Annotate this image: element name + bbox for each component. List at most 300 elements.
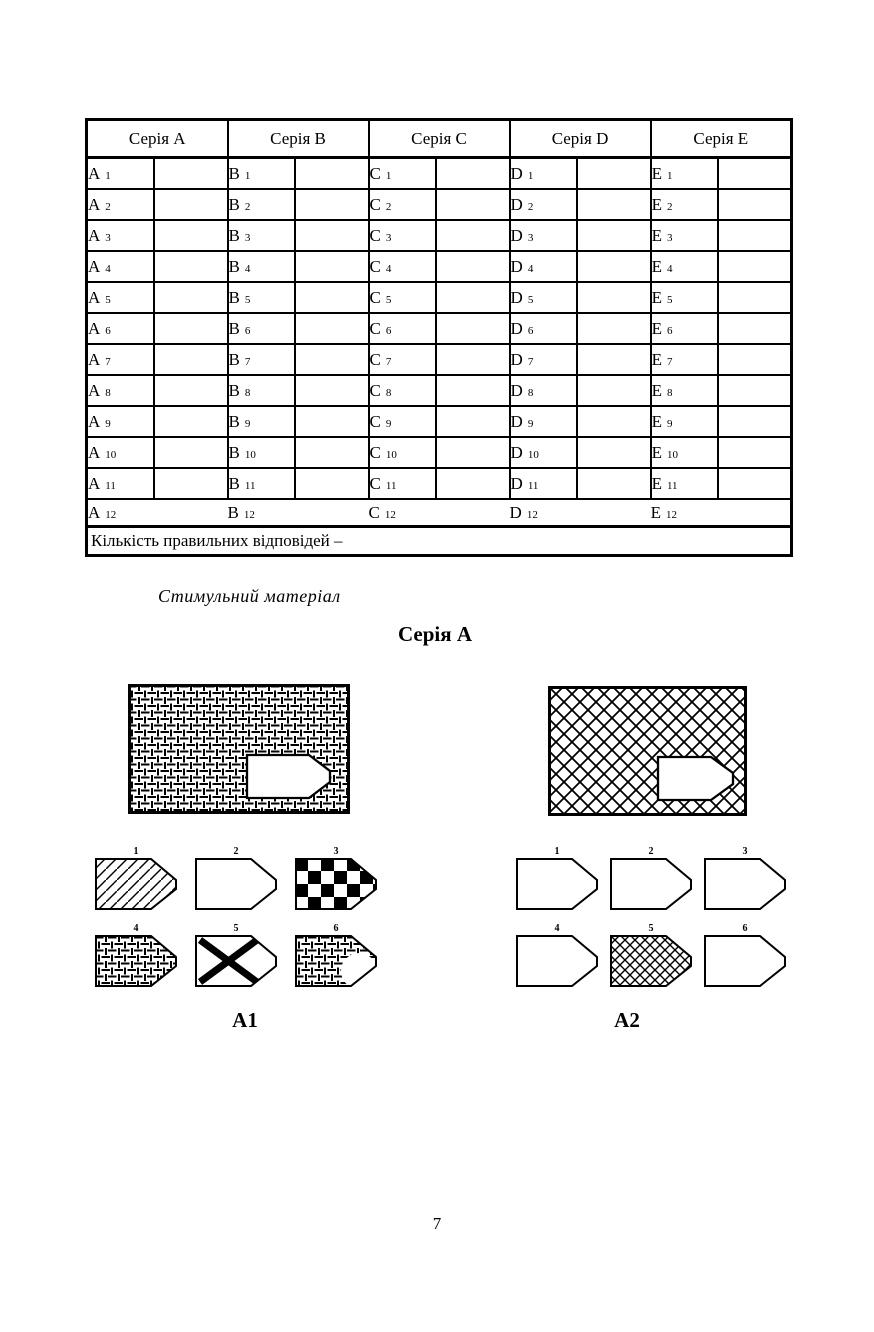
correct-answers-count-label: Кількість правильних відповідей – — [87, 527, 792, 556]
item-number: 4 — [666, 262, 673, 275]
table-row-8 — [87, 375, 792, 406]
item-number: 9 — [385, 417, 392, 430]
table-row-2 — [87, 189, 792, 220]
cell-answer-B10 — [295, 437, 369, 468]
series-letter: A — [88, 318, 101, 338]
series-a-header: Серія A — [87, 120, 228, 158]
item-number: 1 — [385, 169, 392, 182]
item-number: 7 — [527, 355, 534, 368]
item-number: 2 — [527, 200, 534, 213]
cell-label-A7 — [87, 344, 154, 375]
option-number: 1 — [554, 846, 560, 857]
cell-label-A11 — [87, 468, 154, 499]
cell-answer-A1 — [154, 158, 228, 190]
cell-answer-B5 — [295, 282, 369, 313]
series-letter: E — [651, 349, 662, 369]
cell-label-C11 — [369, 468, 436, 499]
cell-answer-D6 — [577, 313, 651, 344]
series-letter: E — [651, 318, 662, 338]
option-cell-А1-3 — [295, 845, 377, 910]
cell-answer-E1 — [718, 158, 792, 190]
table-row-1 — [87, 158, 792, 190]
table-row-12 — [87, 499, 792, 527]
item-number: 9 — [244, 417, 251, 430]
cell-answer-C5 — [436, 282, 510, 313]
cell-answer-A6 — [154, 313, 228, 344]
cell-label-B3 — [228, 220, 295, 251]
cell-answer-C4 — [436, 251, 510, 282]
cell-label-B1 — [228, 158, 295, 190]
option-number: 4 — [554, 923, 560, 934]
item-number: 8 — [244, 386, 251, 399]
item-label-a1: А1 — [232, 1008, 258, 1032]
cell-label-A5 — [87, 282, 154, 313]
item-number: 2 — [105, 200, 111, 213]
series-letter: A — [88, 411, 101, 431]
item-number: 8 — [527, 386, 534, 399]
cell-answer-E10 — [718, 437, 792, 468]
cell-label-B5 — [228, 282, 295, 313]
item-number: 3 — [385, 231, 392, 244]
item-number: 4 — [527, 262, 534, 275]
cell-answer-E2 — [718, 189, 792, 220]
cell-label-A8 — [87, 375, 154, 406]
item-number: 8 — [105, 386, 111, 399]
cell-label-C8 — [369, 375, 436, 406]
cell-answer-C6 — [436, 313, 510, 344]
series-letter: B — [228, 225, 240, 245]
series-letter: D — [510, 318, 523, 338]
cell-label-D7 — [510, 344, 577, 375]
item-number: 5 — [244, 293, 251, 306]
option-number: 2 — [233, 846, 239, 857]
item-number: 4 — [385, 262, 392, 275]
series-letter: B — [228, 163, 240, 183]
option-shape-А1-4 — [95, 935, 177, 987]
matrix-pattern-image — [128, 684, 350, 814]
cell-label-C5 — [369, 282, 436, 313]
cell-answer-D4 — [577, 251, 651, 282]
cell-answer-B7 — [295, 344, 369, 375]
item-number: 2 — [385, 200, 392, 213]
item-number: 4 — [244, 262, 251, 275]
option-shape-А2-4 — [516, 935, 598, 987]
stimulus-material-caption: Стимульний матеріал — [158, 586, 341, 606]
cell-label-E11 — [651, 468, 718, 499]
series-letter: C — [369, 411, 381, 431]
cell-answer-E9 — [718, 406, 792, 437]
cell-answer-C12 — [436, 499, 510, 527]
cell-label-E9 — [651, 406, 718, 437]
item-number: 1 — [105, 169, 111, 182]
series-letter: D — [510, 442, 523, 462]
cell-label-D12 — [510, 499, 577, 527]
cell-label-A4 — [87, 251, 154, 282]
cell-answer-D11 — [577, 468, 651, 499]
series-letter: A — [88, 225, 101, 245]
series-letter: B — [228, 473, 240, 493]
series-letter: B — [228, 287, 240, 307]
series-letter: E — [651, 380, 662, 400]
cell-label-C10 — [369, 437, 436, 468]
cell-label-D3 — [510, 220, 577, 251]
item-number: 10 — [527, 448, 539, 461]
item-number: 6 — [244, 324, 251, 337]
cell-label-B6 — [228, 313, 295, 344]
series-letter: C — [369, 287, 381, 307]
cell-answer-D3 — [577, 220, 651, 251]
options-grid-А2 — [516, 845, 786, 987]
cell-answer-B8 — [295, 375, 369, 406]
cell-answer-B2 — [295, 189, 369, 220]
series-letter: E — [650, 502, 661, 522]
cell-label-D9 — [510, 406, 577, 437]
cell-label-B10 — [228, 437, 295, 468]
cell-answer-A3 — [154, 220, 228, 251]
series-letter: E — [651, 225, 662, 245]
cell-label-D8 — [510, 375, 577, 406]
cell-answer-B1 — [295, 158, 369, 190]
cell-answer-C3 — [436, 220, 510, 251]
series-letter: E — [651, 442, 662, 462]
series-letter: A — [88, 287, 101, 307]
cell-answer-E6 — [718, 313, 792, 344]
option-shape-А1-2 — [195, 858, 277, 910]
series-letter: A — [88, 256, 101, 276]
series-letter: A — [88, 349, 101, 369]
cell-answer-C7 — [436, 344, 510, 375]
series-letter: E — [651, 473, 662, 493]
cell-answer-E5 — [718, 282, 792, 313]
cell-label-C4 — [369, 251, 436, 282]
cell-answer-D5 — [577, 282, 651, 313]
cell-label-C3 — [369, 220, 436, 251]
item-number: 12 — [105, 508, 117, 521]
option-shape-А2-1 — [516, 858, 598, 910]
series-letter: C — [369, 163, 381, 183]
cell-answer-A8 — [154, 375, 228, 406]
page-number: 7 — [432, 1214, 442, 1233]
option-number: 3 — [742, 846, 748, 857]
cell-answer-C8 — [436, 375, 510, 406]
series-letter: D — [510, 225, 523, 245]
item-number: 10 — [385, 448, 397, 461]
cell-answer-A9 — [154, 406, 228, 437]
cell-label-E3 — [651, 220, 718, 251]
item-number: 9 — [666, 417, 673, 430]
option-number: 6 — [333, 923, 339, 934]
item-number: 1 — [527, 169, 534, 182]
cell-answer-A10 — [154, 437, 228, 468]
cell-label-D5 — [510, 282, 577, 313]
cell-answer-B4 — [295, 251, 369, 282]
item-number: 11 — [666, 479, 678, 492]
cell-label-A12 — [87, 499, 154, 527]
option-shape-А2-6 — [704, 935, 786, 987]
option-number: 1 — [133, 846, 139, 857]
cell-answer-E7 — [718, 344, 792, 375]
cell-label-C1 — [369, 158, 436, 190]
cell-answer-B3 — [295, 220, 369, 251]
series-letter: E — [651, 163, 662, 183]
series-letter: C — [369, 349, 381, 369]
series-letter: C — [369, 442, 381, 462]
item-number: 7 — [385, 355, 392, 368]
option-cell-А1-4 — [95, 922, 177, 987]
matrix-cutout-gap — [658, 757, 733, 800]
cell-label-A10 — [87, 437, 154, 468]
cell-answer-A11 — [154, 468, 228, 499]
option-number: 3 — [333, 846, 339, 857]
cell-label-A9 — [87, 406, 154, 437]
item-number: 10 — [105, 448, 117, 461]
cell-label-B9 — [228, 406, 295, 437]
series-letter: B — [228, 194, 240, 214]
table-row-3 — [87, 220, 792, 251]
cell-label-B7 — [228, 344, 295, 375]
series-letter: A — [88, 194, 101, 214]
item-number: 1 — [244, 169, 251, 182]
cell-label-D2 — [510, 189, 577, 220]
item-number: 5 — [385, 293, 392, 306]
series-letter: D — [510, 256, 523, 276]
item-number: 3 — [244, 231, 251, 244]
table-row-6 — [87, 313, 792, 344]
cell-label-C2 — [369, 189, 436, 220]
cell-label-C9 — [369, 406, 436, 437]
series-c-header: Серія C — [369, 120, 510, 158]
answer-table — [85, 118, 793, 557]
cell-answer-A2 — [154, 189, 228, 220]
cell-answer-B9 — [295, 406, 369, 437]
cell-label-D6 — [510, 313, 577, 344]
matrix-pattern-image — [548, 686, 747, 816]
item-number: 1 — [666, 169, 673, 182]
series-b-header: Серія B — [228, 120, 369, 158]
matrix-cutout-gap — [247, 755, 330, 798]
option-cell-А2-1 — [516, 845, 598, 910]
item-number: 3 — [105, 231, 111, 244]
item-number: 2 — [244, 200, 251, 213]
option-cell-А1-6 — [295, 922, 377, 987]
cell-label-E6 — [651, 313, 718, 344]
option-cell-А1-1 — [95, 845, 177, 910]
series-letter: D — [510, 349, 523, 369]
table-header-row — [87, 120, 792, 158]
table-row-7 — [87, 344, 792, 375]
cell-answer-E4 — [718, 251, 792, 282]
series-letter: A — [88, 163, 101, 183]
cell-label-B2 — [228, 189, 295, 220]
cell-answer-D2 — [577, 189, 651, 220]
cell-answer-B11 — [295, 468, 369, 499]
option-cell-А2-2 — [610, 845, 692, 910]
item-number: 5 — [105, 293, 111, 306]
cell-label-D11 — [510, 468, 577, 499]
series-letter: D — [510, 411, 523, 431]
cell-label-E7 — [651, 344, 718, 375]
series-letter: B — [228, 349, 240, 369]
figure-А2-matrix — [548, 686, 747, 816]
item-number: 5 — [666, 293, 673, 306]
option-cell-А2-5 — [610, 922, 692, 987]
cell-answer-E8 — [718, 375, 792, 406]
series-letter: B — [228, 380, 240, 400]
cell-label-C6 — [369, 313, 436, 344]
cell-answer-A4 — [154, 251, 228, 282]
cell-answer-C11 — [436, 468, 510, 499]
cell-label-E2 — [651, 189, 718, 220]
cell-answer-C9 — [436, 406, 510, 437]
series-letter: C — [369, 194, 381, 214]
item-number: 7 — [105, 355, 111, 368]
item-number: 11 — [105, 479, 116, 492]
cell-label-E5 — [651, 282, 718, 313]
item-number: 4 — [105, 262, 111, 275]
table-row-4 — [87, 251, 792, 282]
series-letter: B — [228, 442, 240, 462]
item-number: 9 — [527, 417, 534, 430]
item-number: 11 — [244, 479, 256, 492]
cell-label-C12 — [369, 499, 436, 527]
series-letter: C — [369, 473, 381, 493]
cell-label-E1 — [651, 158, 718, 190]
series-letter: D — [510, 163, 523, 183]
series-letter: C — [368, 502, 380, 522]
option-number: 6 — [742, 923, 748, 934]
option-cell-А1-2 — [195, 845, 277, 910]
item-label-a2: А2 — [614, 1008, 640, 1032]
cell-answer-C2 — [436, 189, 510, 220]
cell-answer-A5 — [154, 282, 228, 313]
series-a-title: Серія А — [397, 622, 473, 646]
cell-answer-D10 — [577, 437, 651, 468]
option-number: 4 — [133, 923, 139, 934]
cell-label-A2 — [87, 189, 154, 220]
item-number: 10 — [666, 448, 678, 461]
series-letter: C — [369, 225, 381, 245]
series-letter: E — [651, 287, 662, 307]
item-number: 7 — [244, 355, 251, 368]
cell-answer-D1 — [577, 158, 651, 190]
series-letter: A — [88, 473, 101, 493]
option-shape-А1-1 — [95, 858, 177, 910]
series-letter: E — [651, 256, 662, 276]
item-number: 6 — [385, 324, 392, 337]
item-number: 6 — [527, 324, 534, 337]
table-row-11 — [87, 468, 792, 499]
cell-answer-D9 — [577, 406, 651, 437]
series-letter: B — [227, 502, 239, 522]
cell-answer-C1 — [436, 158, 510, 190]
cell-answer-C10 — [436, 437, 510, 468]
series-letter: D — [510, 473, 523, 493]
option-shape-А1-6 — [295, 935, 377, 987]
series-letter: B — [228, 256, 240, 276]
cell-label-A1 — [87, 158, 154, 190]
table-footer-row — [87, 527, 792, 556]
item-number: 12 — [243, 508, 255, 521]
option-shape-А2-3 — [704, 858, 786, 910]
cell-answer-E11 — [718, 468, 792, 499]
series-e-header: Серія E — [651, 120, 792, 158]
cell-answer-D8 — [577, 375, 651, 406]
item-number: 12 — [526, 508, 538, 521]
cell-label-E12 — [651, 499, 718, 527]
series-letter: D — [509, 502, 522, 522]
series-letter: C — [369, 256, 381, 276]
series-letter: B — [228, 318, 240, 338]
series-letter: B — [228, 411, 240, 431]
item-number: 3 — [666, 231, 673, 244]
cell-label-E8 — [651, 375, 718, 406]
figure-А1-matrix — [128, 684, 350, 814]
item-number: 2 — [666, 200, 673, 213]
cell-label-B12 — [228, 499, 295, 527]
series-letter: A — [88, 502, 101, 522]
options-grid-А1 — [95, 845, 377, 987]
option-cell-А1-5 — [195, 922, 277, 987]
table-row-5 — [87, 282, 792, 313]
option-shape-А2-2 — [610, 858, 692, 910]
cell-label-D4 — [510, 251, 577, 282]
cell-label-C7 — [369, 344, 436, 375]
option-number: 2 — [648, 846, 654, 857]
cell-label-E4 — [651, 251, 718, 282]
series-letter: D — [510, 380, 523, 400]
item-number: 6 — [105, 324, 111, 337]
item-number: 11 — [527, 479, 539, 492]
option-shape-А2-5 — [610, 935, 692, 987]
cell-answer-B6 — [295, 313, 369, 344]
cell-label-D1 — [510, 158, 577, 190]
cell-answer-E12 — [718, 499, 792, 527]
item-number: 11 — [385, 479, 397, 492]
cell-answer-E3 — [718, 220, 792, 251]
series-letter: A — [88, 442, 101, 462]
series-letter: C — [369, 380, 381, 400]
series-letter: E — [651, 194, 662, 214]
option-number: 5 — [648, 923, 654, 934]
cell-label-B4 — [228, 251, 295, 282]
series-letter: D — [510, 194, 523, 214]
option-cell-А2-4 — [516, 922, 598, 987]
item-number: 5 — [527, 293, 534, 306]
cell-answer-D7 — [577, 344, 651, 375]
cell-answer-D12 — [577, 499, 651, 527]
item-number: 12 — [384, 508, 396, 521]
option-cell-А2-6 — [704, 922, 786, 987]
cell-label-B8 — [228, 375, 295, 406]
item-number: 10 — [244, 448, 256, 461]
item-number: 7 — [666, 355, 673, 368]
table-row-9 — [87, 406, 792, 437]
item-number: 8 — [385, 386, 392, 399]
item-number: 9 — [105, 417, 111, 430]
series-d-header: Серія D — [510, 120, 651, 158]
cell-answer-B12 — [295, 499, 369, 527]
option-shape-А1-5 — [195, 935, 277, 987]
option-shape-А1-3 — [295, 858, 377, 910]
cell-label-B11 — [228, 468, 295, 499]
cell-label-E10 — [651, 437, 718, 468]
cell-answer-A7 — [154, 344, 228, 375]
option-number: 5 — [233, 923, 239, 934]
series-letter: E — [651, 411, 662, 431]
item-number: 6 — [666, 324, 673, 337]
cell-label-A6 — [87, 313, 154, 344]
item-number: 8 — [666, 386, 673, 399]
